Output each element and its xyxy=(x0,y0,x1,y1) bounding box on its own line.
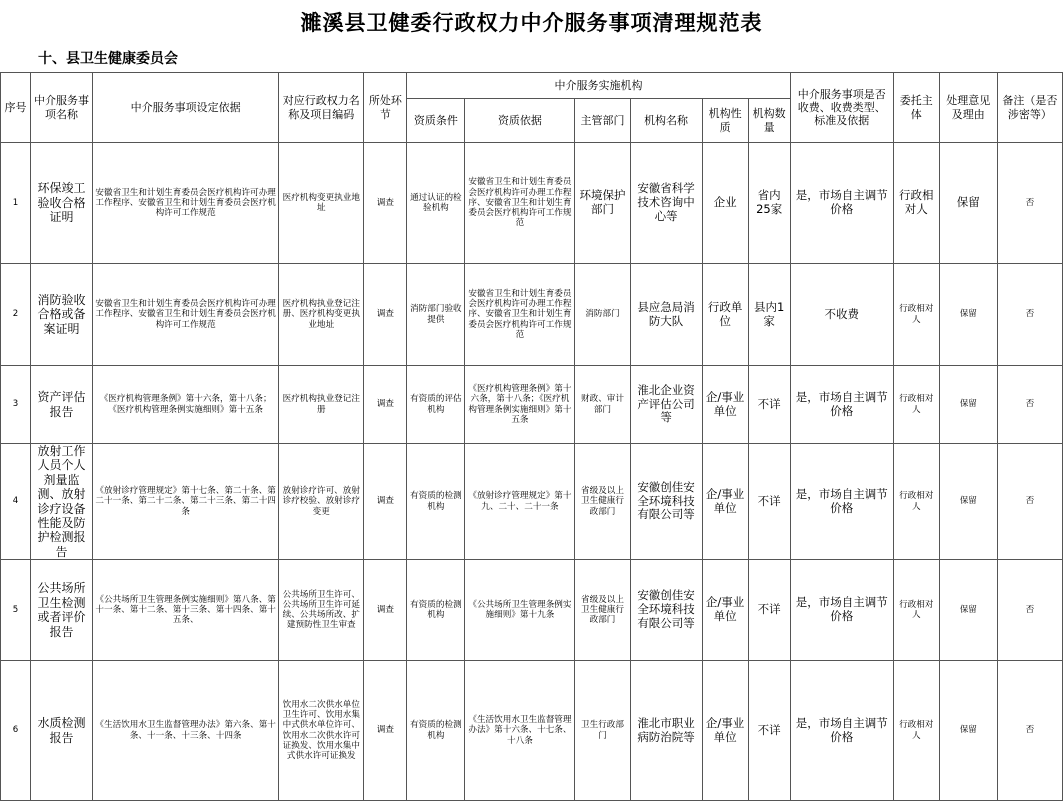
header-dept: 主管部门 xyxy=(575,99,630,143)
cell-note: 否 xyxy=(997,444,1062,560)
cell-org-count: 不详 xyxy=(748,661,790,801)
cell-client: 行政相对人 xyxy=(893,661,939,801)
cell-seq: 3 xyxy=(1,366,31,444)
cell-qual-basis: 《生活饮用水卫生监督管理办法》第十六条、十七条、十八条 xyxy=(465,661,575,801)
cell-qual-basis: 安徽省卫生和计划生育委员会医疗机构许可办理工作程序、安徽省卫生和计划生育委员会医疗机构许可工作规范 xyxy=(465,264,575,366)
cell-client: 行政相对人 xyxy=(893,366,939,444)
cell-org-count: 不详 xyxy=(748,366,790,444)
cell-client: 行政相对人 xyxy=(893,264,939,366)
cell-org-name: 淮北市职业病防治院等 xyxy=(630,661,702,801)
page-title: 濉溪县卫健委行政权力中介服务事项清理规范表 xyxy=(300,11,763,35)
cell-client: 行政相对人 xyxy=(893,560,939,661)
cell-dept: 消防部门 xyxy=(575,264,630,366)
table-row xyxy=(1,366,1063,444)
table-row xyxy=(1,264,1063,366)
header-agency-group: 中介服务实施机构 xyxy=(407,73,790,99)
cell-org-name: 安徽创佳安全环境科技有限公司等 xyxy=(630,444,702,560)
header-item-name: 中介服务事项名称 xyxy=(31,73,93,143)
cell-client: 行政相对人 xyxy=(893,143,939,264)
header-qual-basis: 资质依据 xyxy=(465,99,575,143)
cell-dept: 卫生行政部门 xyxy=(575,661,630,801)
cell-seq: 4 xyxy=(1,444,31,560)
cell-org-name: 县应急局消防大队 xyxy=(630,264,702,366)
cell-note: 否 xyxy=(997,661,1062,801)
cell-qualification: 通过认证的检验机构 xyxy=(407,143,465,264)
header-org-count: 机构数量 xyxy=(748,99,790,143)
cell-opinion: 保留 xyxy=(939,444,997,560)
cell-seq: 6 xyxy=(1,661,31,801)
cell-client: 行政相对人 xyxy=(893,444,939,560)
cell-org-nature: 行政单位 xyxy=(702,264,748,366)
cell-org-nature: 企/事业单位 xyxy=(702,444,748,560)
cell-qualification: 有资质的检测机构 xyxy=(407,444,465,560)
cell-org-name: 安徽创佳安全环境科技有限公司等 xyxy=(630,560,702,661)
header-org-nature: 机构性质 xyxy=(702,99,748,143)
table-row xyxy=(1,560,1063,661)
cell-note: 否 xyxy=(997,560,1062,661)
services-table xyxy=(0,72,1063,801)
cell-org-nature: 企/事业单位 xyxy=(702,366,748,444)
cell-org-nature: 企/事业单位 xyxy=(702,560,748,661)
cell-dept: 财政、审计部门 xyxy=(575,366,630,444)
cell-org-count: 省内25家 xyxy=(748,143,790,264)
cell-item-name: 放射工作人员个人剂量监测、放射诊疗设备性能及防护检测报告 xyxy=(31,444,93,560)
header-stage: 所处环节 xyxy=(364,73,407,143)
header-basis: 中介服务事项设定依据 xyxy=(93,73,279,143)
cell-stage: 调查 xyxy=(364,560,407,661)
cell-fee: 是，市场自主调节价格 xyxy=(790,366,893,444)
cell-dept: 省级及以上卫生健康行政部门 xyxy=(575,560,630,661)
cell-seq: 2 xyxy=(1,264,31,366)
cell-org-name: 安徽省科学技术咨询中心等 xyxy=(630,143,702,264)
cell-seq: 1 xyxy=(1,143,31,264)
cell-stage: 调查 xyxy=(364,264,407,366)
cell-fee: 是，市场自主调节价格 xyxy=(790,661,893,801)
cell-item-name: 水质检测报告 xyxy=(31,661,93,801)
cell-qualification: 有资质的检测机构 xyxy=(407,661,465,801)
cell-item-name: 资产评估报告 xyxy=(31,366,93,444)
cell-org-name: 淮北企业资产评估公司等 xyxy=(630,366,702,444)
header-note: 备注（是否涉密等） xyxy=(997,73,1062,143)
cell-basis: 《生活饮用水卫生监督管理办法》第六条、第十条、十一条、十三条、十四条 xyxy=(93,661,279,801)
section-heading: 十、县卫生健康委员会 xyxy=(38,51,178,67)
cell-stage: 调查 xyxy=(364,444,407,560)
cell-basis: 《公共场所卫生管理条例实施细则》第八条、第十一条、第十二条、第十三条、第十四条、第十五条、 xyxy=(93,560,279,661)
table-row xyxy=(1,661,1063,801)
cell-qual-basis: 《放射诊疗管理规定》第十九、二十、二十一条 xyxy=(465,444,575,560)
table-row xyxy=(1,143,1063,264)
cell-power: 公共场所卫生许可、公共场所卫生许可延续、公共场所改、扩建预防性卫生审查 xyxy=(279,560,364,661)
cell-note: 否 xyxy=(997,366,1062,444)
cell-qual-basis: 《医疗机构管理条例》第十六条，第十八条；《医疗机构管理条例实施细则》第十五条 xyxy=(465,366,575,444)
header-fee: 中介服务事项是否收费、收费类型、标准及依据 xyxy=(790,73,893,143)
cell-basis: 《医疗机构管理条例》第十六条，第十八条；《医疗机构管理条例实施细则》第十五条 xyxy=(93,366,279,444)
cell-qual-basis: 《公共场所卫生管理条例实施细则》第十九条 xyxy=(465,560,575,661)
header-qualification: 资质条件 xyxy=(407,99,465,143)
cell-power: 放射诊疗许可、放射诊疗校验、放射诊疗变更 xyxy=(279,444,364,560)
cell-seq: 5 xyxy=(1,560,31,661)
cell-power: 饮用水二次供水单位卫生许可、饮用水集中式供水单位许可、饮用水二次供水许可证换发、饮用水集中式供水许可证换发 xyxy=(279,661,364,801)
table-row xyxy=(1,444,1063,560)
cell-fee: 是，市场自主调节价格 xyxy=(790,143,893,264)
cell-opinion: 保留 xyxy=(939,560,997,661)
cell-org-count: 县内1家 xyxy=(748,264,790,366)
cell-fee: 是，市场自主调节价格 xyxy=(790,444,893,560)
cell-note: 否 xyxy=(997,264,1062,366)
cell-basis: 《放射诊疗管理规定》第十七条、第二十条、第二十一条、第二十二条、第二十三条、第二十四条 xyxy=(93,444,279,560)
cell-fee: 不收费 xyxy=(790,264,893,366)
cell-note: 否 xyxy=(997,143,1062,264)
header-seq: 序号 xyxy=(1,73,31,143)
cell-power: 医疗机构执业登记注册 xyxy=(279,366,364,444)
cell-power: 医疗机构变更执业地址 xyxy=(279,143,364,264)
cell-opinion: 保留 xyxy=(939,661,997,801)
cell-basis: 安徽省卫生和计划生育委员会医疗机构许可办理工作程序、安徽省卫生和计划生育委员会医疗机构许可工作规范 xyxy=(93,264,279,366)
cell-dept: 省级及以上卫生健康行政部门 xyxy=(575,444,630,560)
cell-org-count: 不详 xyxy=(748,444,790,560)
cell-opinion: 保留 xyxy=(939,264,997,366)
header-row-1 xyxy=(1,73,1063,99)
cell-stage: 调查 xyxy=(364,366,407,444)
cell-fee: 是，市场自主调节价格 xyxy=(790,560,893,661)
cell-item-name: 公共场所卫生检测或者评价报告 xyxy=(31,560,93,661)
cell-item-name: 消防验收合格或备案证明 xyxy=(31,264,93,366)
cell-qualification: 消防部门验收提供 xyxy=(407,264,465,366)
cell-item-name: 环保竣工验收合格证明 xyxy=(31,143,93,264)
header-opinion: 处理意见及理由 xyxy=(939,73,997,143)
header-power: 对应行政权力名称及项目编码 xyxy=(279,73,364,143)
cell-qualification: 有资质的评估机构 xyxy=(407,366,465,444)
header-client: 委托主体 xyxy=(893,73,939,143)
cell-qualification: 有资质的检测机构 xyxy=(407,560,465,661)
cell-org-nature: 企业 xyxy=(702,143,748,264)
cell-dept: 环境保护部门 xyxy=(575,143,630,264)
cell-opinion: 保留 xyxy=(939,366,997,444)
header-org-name: 机构名称 xyxy=(630,99,702,143)
cell-org-nature: 企/事业单位 xyxy=(702,661,748,801)
cell-org-count: 不详 xyxy=(748,560,790,661)
cell-stage: 调查 xyxy=(364,661,407,801)
cell-basis: 安徽省卫生和计划生育委员会医疗机构许可办理工作程序、安徽省卫生和计划生育委员会医疗机构许可工作规范 xyxy=(93,143,279,264)
cell-stage: 调查 xyxy=(364,143,407,264)
cell-opinion: 保留 xyxy=(939,143,997,264)
cell-qual-basis: 安徽省卫生和计划生育委员会医疗机构许可办理工作程序、安徽省卫生和计划生育委员会医疗机构许可工作规范 xyxy=(465,143,575,264)
cell-power: 医疗机构执业登记注册、医疗机构变更执业地址 xyxy=(279,264,364,366)
